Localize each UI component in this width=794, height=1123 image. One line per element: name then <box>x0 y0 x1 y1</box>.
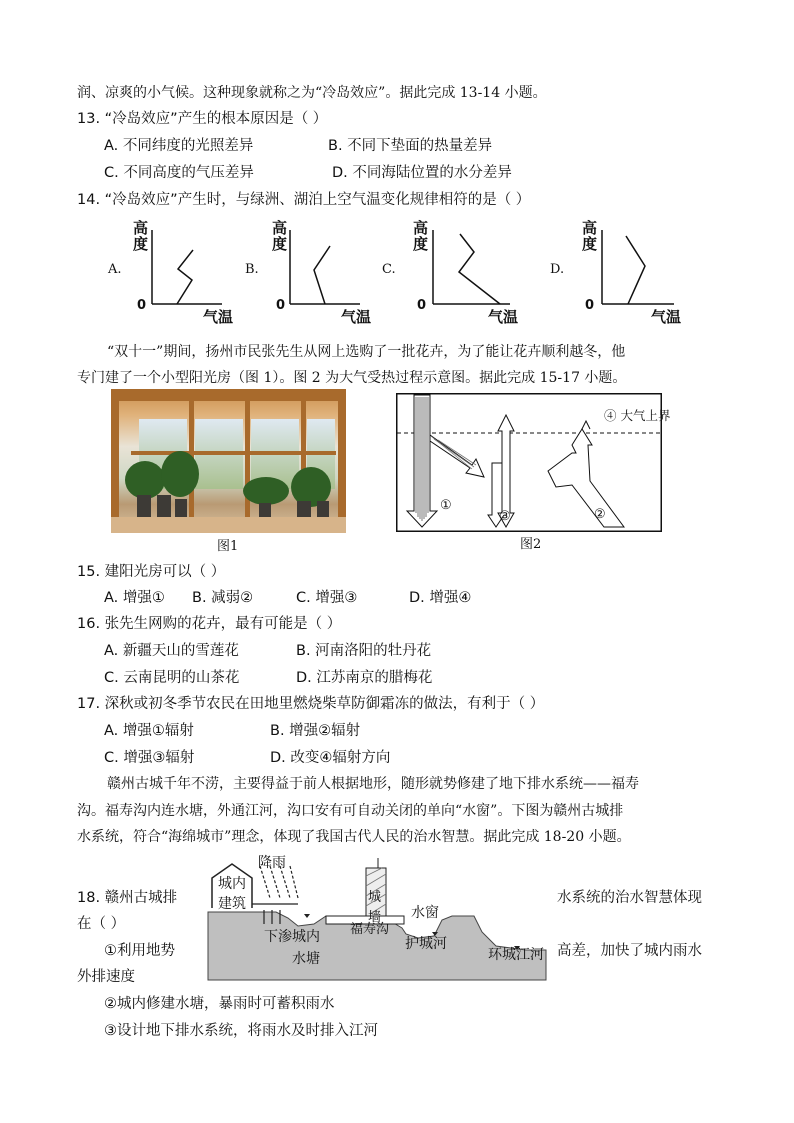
q15-stem: 15. 建阳光房可以（ ） <box>77 564 226 580</box>
graph-xlabel: 气温 <box>488 308 519 326</box>
diagram-rain-label: 降雨 <box>258 855 286 871</box>
q15-option-d[interactable]: D. 增强④ <box>409 590 472 606</box>
q13-option-c[interactable]: C. 不同高度的气压差异 <box>104 165 254 181</box>
diagram-window-label: 水窗 <box>411 905 439 921</box>
graph-origin: 0 <box>417 298 427 313</box>
q16-option-b[interactable]: B. 河南洛阳的牡丹花 <box>296 643 432 659</box>
graph-axes <box>548 212 698 312</box>
q14-graph-c[interactable] <box>380 212 530 327</box>
wall-label-line1: 城 <box>368 890 382 905</box>
q13-option-b[interactable]: B. 不同下垫面的热量差异 <box>328 138 493 154</box>
diagram-river-label: 环城江河 <box>488 947 544 963</box>
graph-axes <box>100 212 240 312</box>
graph-option-letter: A. <box>108 262 122 277</box>
graph-xlabel: 气温 <box>341 308 372 326</box>
graph-xlabel: 气温 <box>651 308 682 326</box>
q17-stem: 17. 深秋或初冬季节农民在田地里燃烧柴草防御霜冻的做法，有利于（ ） <box>77 696 545 712</box>
q18-stem-right: 水系统的治水智慧体现 <box>557 890 702 906</box>
q14-graph-d[interactable] <box>548 212 698 327</box>
q17-option-a[interactable]: A. 增强①辐射 <box>104 723 194 739</box>
diagram-seep-label: 下渗 <box>264 929 292 945</box>
q13-stem: 13. “冷岛效应”产生的根本原因是（ ） <box>77 111 328 127</box>
graph-option-letter: B. <box>245 262 259 277</box>
temperature-curve <box>314 246 330 304</box>
q16-option-c[interactable]: C. 云南昆明的山茶花 <box>104 670 240 686</box>
fig2-label-4: ④ 大气上界 <box>604 408 671 423</box>
q15-option-c[interactable]: C. 增强③ <box>296 590 358 606</box>
pond-label-line2: 水塘 <box>292 951 320 967</box>
q14-graph-b[interactable] <box>240 212 380 327</box>
temperature-curve <box>459 234 500 304</box>
graph-axes <box>380 212 530 312</box>
q18-option3[interactable]: ③设计地下排水系统，将雨水及时排入江河 <box>104 1023 378 1039</box>
pond-label-line1: 城内 <box>292 929 320 945</box>
fig2-label-1: ① <box>440 498 452 513</box>
q18-option1-left[interactable]: ①利用地势 <box>104 943 175 959</box>
graph-ylabel: 高度 <box>270 220 288 252</box>
q18-option1-line2[interactable]: 外排速度 <box>77 969 135 985</box>
q18-option2[interactable]: ②城内修建水塘，暴雨时可蓄积雨水 <box>104 996 335 1012</box>
graph-origin: 0 <box>585 298 595 313</box>
q18-stem-line2: 在（ ） <box>77 916 126 932</box>
q13-option-d[interactable]: D. 不同海陆位置的水分差异 <box>332 165 512 181</box>
graph-xlabel: 气温 <box>203 308 234 326</box>
graph-ylabel: 高度 <box>131 220 149 252</box>
q17-option-c[interactable]: C. 增强③辐射 <box>104 750 195 766</box>
intro-line: 润、凉爽的小气候。这种现象就称之为“冷岛效应”。据此完成 13-14 小题。 <box>77 85 547 101</box>
q14-graph-a[interactable] <box>100 212 240 327</box>
sunroom-photo <box>111 389 346 533</box>
graph-option-letter: C. <box>382 262 396 277</box>
q16-stem: 16. 张先生网购的花卉，最有可能是（ ） <box>77 616 342 632</box>
wall-label-line2: 墙 <box>368 910 382 925</box>
passage2-line2: 专门建了一个小型阳光房（图 1）。图 2 为大气受热过程示意图。据此完成 15-17 小题。 <box>77 370 627 386</box>
temperature-curve <box>177 250 193 304</box>
passage3-line2: 沟。福寿沟内连水塘，外通江河，沟口安有可自动关闭的单向“水窗”。下图为赣州古城排 <box>77 803 624 819</box>
building-label-line1: 城内 <box>218 876 246 892</box>
diagram-building-label <box>218 874 246 914</box>
q18-option1-right[interactable]: 高差，加快了城内雨水 <box>557 943 702 959</box>
q15-option-b[interactable]: B. 减弱② <box>192 590 254 606</box>
q17-option-d[interactable]: D. 改变④辐射方向 <box>270 750 391 766</box>
graph-option-letter: D. <box>550 262 565 277</box>
q18-stem-left: 18. 赣州古城排 <box>77 890 178 906</box>
q16-option-d[interactable]: D. 江苏南京的腊梅花 <box>296 670 433 686</box>
diagram-moat-label: 护城河 <box>405 936 447 952</box>
diagram-canal-label: 福寿沟 <box>350 922 390 937</box>
q17-option-b[interactable]: B. 增强②辐射 <box>270 723 361 739</box>
diagram-pond-label <box>292 926 320 970</box>
q16-option-a[interactable]: A. 新疆天山的雪莲花 <box>104 643 239 659</box>
passage3-line3: 水系统，符合“海绵城市”理念，体现了我国古代人民的治水智慧。据此完成 18-20 小题。 <box>77 829 631 845</box>
building-label-line2: 建筑 <box>218 896 246 912</box>
graph-ylabel: 高度 <box>580 220 598 252</box>
figure1-caption: 图1 <box>217 539 239 554</box>
fig2-label-2: ② <box>594 507 606 522</box>
graph-origin: 0 <box>137 298 147 313</box>
q14-stem: 14. “冷岛效应”产生时，与绿洲、湖泊上空气温变化规律相符的是（ ） <box>77 192 531 208</box>
graph-origin: 0 <box>276 298 286 313</box>
figure2-caption: 图2 <box>520 537 542 552</box>
passage2-line1: “双十一”期间，扬州市民张先生从网上选购了一批花卉，为了能让花卉顺利越冬，他 <box>107 344 626 360</box>
diagram-wall-label <box>368 888 381 928</box>
q13-option-a[interactable]: A. 不同纬度的光照差异 <box>104 138 254 154</box>
passage3-line1: 赣州古城千年不涝，主要得益于前人根据地形，随形就势修建了地下排水系统——福寿 <box>107 776 639 792</box>
q15-option-a[interactable]: A. 增强① <box>104 590 165 606</box>
graph-ylabel: 高度 <box>411 220 429 252</box>
temperature-curve <box>626 236 645 304</box>
graph-axes <box>240 212 380 312</box>
fig2-label-3: ③ <box>499 509 511 524</box>
